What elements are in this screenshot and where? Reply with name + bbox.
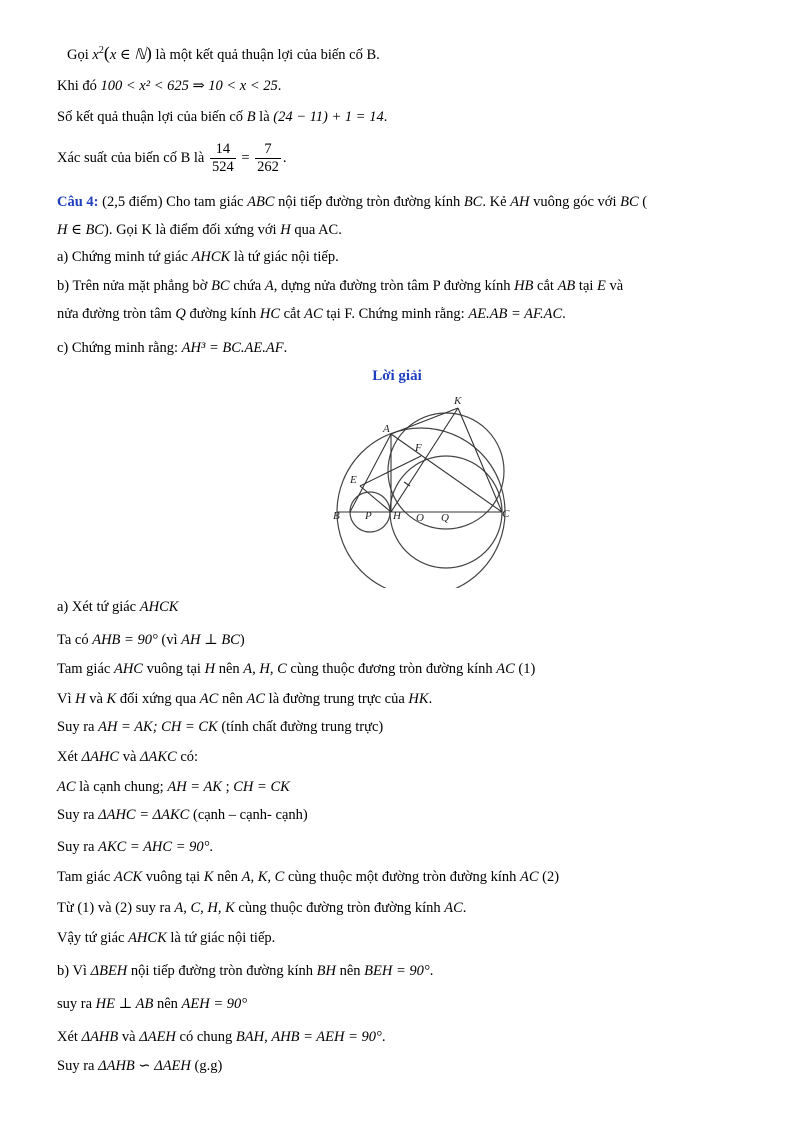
math: HC	[259, 306, 280, 322]
text: (g.g)	[190, 1058, 223, 1074]
fraction	[210, 141, 236, 176]
text: là	[255, 109, 274, 125]
math: HB	[514, 278, 534, 294]
text: đối xứng qua	[116, 691, 200, 707]
text: .	[428, 691, 433, 707]
math: BEH = 90°	[364, 963, 430, 979]
question-4-line	[57, 193, 647, 211]
text: và	[85, 691, 107, 707]
text: Vậy tứ giác	[57, 930, 129, 946]
text-line-20	[57, 868, 559, 886]
text-line-13	[57, 660, 535, 678]
text: suy ra	[57, 996, 96, 1012]
label-c: C	[502, 508, 510, 520]
math: BH	[316, 963, 336, 979]
text-line-18	[57, 806, 308, 824]
text: .	[462, 900, 467, 916]
text: Suy ra	[57, 1058, 99, 1074]
math: BC	[620, 194, 639, 210]
text: đường kính	[185, 306, 260, 322]
text: có chung	[175, 1029, 236, 1045]
numerator: 7	[255, 141, 281, 159]
math: CH = CK	[233, 779, 290, 795]
label-h: H	[393, 510, 401, 522]
label-p: P	[365, 510, 372, 522]
text: Ta có	[57, 632, 93, 648]
segment-ak	[391, 408, 458, 434]
math: AC	[304, 306, 323, 322]
text: .	[277, 78, 282, 94]
text: vuông góc với	[529, 194, 621, 210]
math: AC	[496, 661, 515, 677]
text: .	[381, 1029, 386, 1045]
segment-ab	[350, 434, 391, 512]
math: x	[92, 46, 99, 63]
math: A, H, C	[243, 661, 287, 677]
math: AHB = 90°	[92, 632, 158, 648]
text: và	[605, 278, 624, 294]
text: Suy ra	[57, 839, 99, 855]
label-f: F	[415, 442, 422, 454]
math: AB	[557, 278, 576, 294]
text-line-1: Gọi $x^2(x$ ∈ ℕ) là một kết quả thuận lợi của biến cố B.	[67, 42, 380, 63]
text: .	[209, 839, 214, 855]
text: Vì	[57, 691, 76, 707]
math: B	[246, 109, 256, 125]
text: . Kẻ	[482, 194, 511, 210]
text: nội tiếp đường tròn đường kính	[274, 194, 464, 210]
text-line-6	[57, 221, 342, 239]
math: BC	[211, 278, 230, 294]
text: .	[282, 149, 287, 166]
label-q: Q	[441, 512, 449, 524]
text-line-23	[57, 962, 433, 980]
text: ,	[264, 1029, 272, 1045]
math: Q	[175, 306, 186, 322]
text-line-9	[57, 305, 566, 323]
solution-title: Lời giải	[372, 368, 422, 384]
text: là tứ giác nội tiếp.	[230, 249, 339, 265]
text: là cạnh chung;	[75, 779, 168, 795]
math: ΔAHB ∽ ΔAEH	[98, 1058, 191, 1074]
text: ;	[221, 779, 234, 795]
math: AC	[199, 691, 219, 707]
text: .	[429, 963, 434, 979]
text: nên	[218, 691, 247, 707]
label-o: O	[416, 512, 424, 524]
text: Tam giác	[57, 661, 114, 677]
text-line-8	[57, 277, 623, 295]
text-line-19	[57, 838, 213, 856]
geometry-figure	[325, 388, 525, 588]
text: tại	[575, 278, 598, 294]
math: HE ⊥ AB	[95, 996, 154, 1012]
math: AHCK	[128, 930, 167, 946]
text: (tính chất đường trung trực)	[217, 719, 384, 735]
segment-hk	[391, 408, 458, 512]
text: a) Chứng minh tứ giác	[57, 249, 192, 265]
text: cùng thuộc một đường tròn đường kính	[284, 869, 521, 885]
text: (2,5 điểm) Cho tam giác	[98, 194, 248, 210]
text: )	[239, 632, 245, 648]
math: H	[280, 222, 291, 238]
text: a) Xét tứ giác	[57, 599, 140, 615]
math: AC	[520, 869, 539, 885]
text: =	[237, 149, 254, 166]
text-line-14	[57, 690, 432, 708]
math-sup: 2	[98, 45, 104, 56]
math: AC	[57, 779, 76, 795]
text: , dựng nửa đường tròn tâm P đường kính	[273, 278, 515, 294]
text: Suy ra	[57, 807, 99, 823]
math: ΔAEH	[139, 1029, 176, 1045]
math: AC	[444, 900, 463, 916]
fraction	[255, 141, 281, 176]
math: BAH	[235, 1029, 265, 1045]
text-line-7	[57, 248, 339, 266]
text: cắt	[280, 306, 305, 322]
math: H	[75, 691, 86, 707]
label-k: K	[454, 395, 462, 407]
text: qua AC.	[290, 222, 342, 238]
text-line-3	[57, 108, 387, 126]
text-line-22	[57, 929, 275, 947]
math: AHCK	[139, 599, 179, 615]
text: tại F. Chứng minh rằng:	[322, 306, 469, 322]
text: có:	[176, 749, 199, 765]
math: AH = AK	[167, 779, 222, 795]
text-line-16	[57, 748, 198, 766]
math: K	[106, 691, 117, 707]
text: là một kết quả thuận lợi của biến cố B.	[151, 46, 380, 63]
math: K	[203, 869, 214, 885]
text: (2)	[538, 869, 560, 885]
text: c) Chứng minh rằng:	[57, 340, 182, 356]
text-line-26	[57, 1057, 222, 1075]
text-line-25	[57, 1028, 385, 1046]
text: vuông tại	[142, 869, 204, 885]
math: ΔBEH	[90, 963, 128, 979]
text: Từ (1) và (2) suy ra	[57, 900, 175, 916]
text: (	[638, 194, 648, 210]
text: cắt	[533, 278, 558, 294]
math: AE.AB = AF.AC	[468, 306, 563, 322]
text: .	[383, 109, 388, 125]
text: nửa đường tròn tâm	[57, 306, 176, 322]
text: (cạnh – cạnh- cạnh)	[189, 807, 308, 823]
math: H ∈ BC	[57, 222, 104, 238]
math: ΔAHC	[81, 749, 120, 765]
math: H	[204, 661, 216, 677]
math: A, C, H, K	[174, 900, 235, 916]
text: Tam giác	[57, 869, 114, 885]
text: và	[119, 749, 141, 765]
text: Xét	[57, 749, 82, 765]
math: AKC = AHC = 90°	[98, 839, 210, 855]
text: Xét	[57, 1029, 82, 1045]
text: Xác suất của biến cố B là	[57, 149, 208, 166]
text: cùng thuộc đương tròn đường kính	[286, 661, 497, 677]
text-line-24	[57, 995, 247, 1013]
math: (24 − 11) + 1 = 14	[273, 109, 384, 125]
math: AHC	[113, 661, 143, 677]
denominator: 524	[211, 159, 234, 175]
text: Suy ra	[57, 719, 99, 735]
math: BC	[463, 194, 483, 210]
text: Khi đó	[57, 78, 101, 94]
text-line-4	[57, 141, 287, 176]
text: b) Trên nửa mặt phẳng bờ	[57, 278, 212, 294]
text: và	[118, 1029, 140, 1045]
text: nên	[215, 661, 244, 677]
math: AHCK	[191, 249, 231, 265]
text: .	[562, 306, 566, 322]
label-b: B	[333, 510, 340, 522]
text-line-15	[57, 718, 383, 736]
math: ΔAKC	[140, 749, 177, 765]
math: AH	[510, 194, 530, 210]
text: vuông tại	[142, 661, 205, 677]
math: AHB = AEH = 90°	[271, 1029, 382, 1045]
text: Gọi	[67, 46, 93, 63]
denominator: 262	[257, 159, 279, 175]
math: AC	[246, 691, 266, 707]
text: (vì	[157, 632, 182, 648]
numerator: 14	[210, 141, 236, 159]
math: ΔAHC = ΔAKC	[98, 807, 190, 823]
text: là tứ giác nội tiếp.	[166, 930, 276, 946]
text: ). Gọi K là điểm đối xứng với	[103, 222, 281, 238]
text: b) Vì	[57, 963, 91, 979]
text: cùng thuộc đường tròn đường kính	[234, 900, 445, 916]
math: 100 < x² < 625 ⇒ 10 < x < 25	[100, 78, 278, 94]
segment-he	[360, 486, 391, 512]
text: là đường trung trực của	[265, 691, 409, 707]
math: HK	[408, 691, 429, 707]
text-line-11	[57, 598, 178, 616]
math: ABC	[247, 194, 275, 210]
text: nội tiếp đường tròn đường kính	[127, 963, 317, 979]
math: x ∈ ℕ	[109, 46, 146, 63]
text: chứa	[229, 278, 265, 294]
text: (1)	[514, 661, 536, 677]
math: AH ⊥ BC	[181, 632, 240, 648]
math: A, K, C	[241, 869, 285, 885]
text-line-17	[57, 778, 290, 796]
text: nên	[335, 963, 365, 979]
math: AEH = 90°	[181, 996, 248, 1012]
text: nên	[153, 996, 182, 1012]
text: nên	[213, 869, 242, 885]
label-a: A	[383, 423, 390, 435]
text: .	[283, 340, 288, 356]
math: AH = AK; CH = CK	[98, 719, 218, 735]
math: ΔAHB	[81, 1029, 119, 1045]
text: Số kết quả thuận lợi của biến cố	[57, 109, 247, 125]
text-line-2	[57, 77, 281, 95]
label-e: E	[350, 474, 357, 486]
text-line-10	[57, 339, 287, 357]
math: A	[264, 278, 274, 294]
text-line-21	[57, 899, 466, 917]
question-label: Câu 4:	[57, 194, 99, 210]
math: AH³ = BC.AE.AF	[181, 340, 284, 356]
math: ACK	[113, 869, 143, 885]
math: E	[597, 278, 606, 294]
text-line-12	[57, 631, 245, 649]
